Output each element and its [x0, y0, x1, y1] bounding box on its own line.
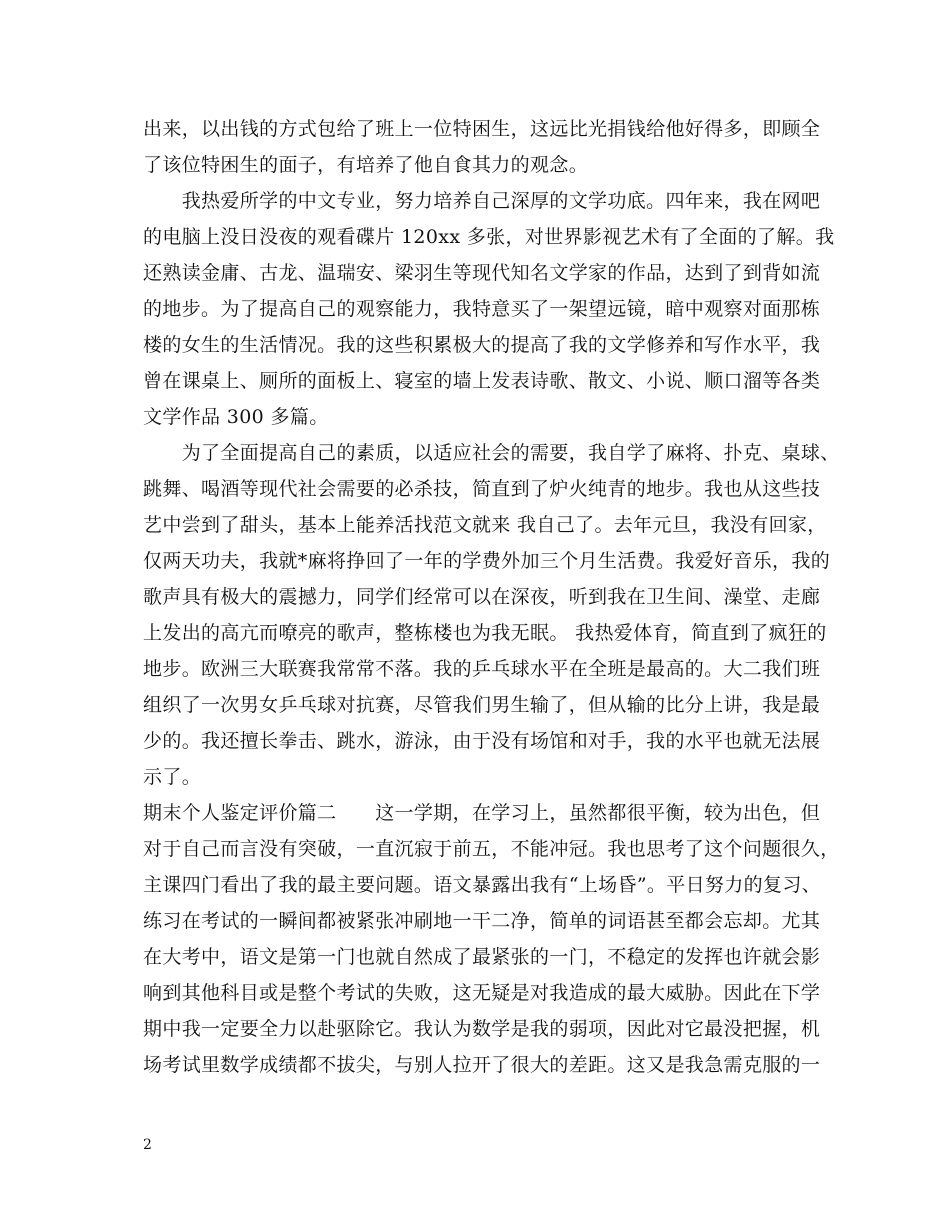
text-line: 仅两天功夫，我就*麻将挣回了一年的学费外加三个月生活费。我爱好音乐，我的 — [143, 550, 831, 572]
text-line: 上发出的高亢而嘹亮的歌声，整栋楼也为我无眠。 我热爱体育，简直到了疯狂的 — [143, 622, 827, 644]
page-number: 2 — [143, 1137, 152, 1153]
text-line: 曾在课桌上、厕所的面板上、寝室的墙上发表诗歌、散文、小说、顺口溜等各类 — [143, 370, 821, 392]
text-line: 期中我一定要全力以赴驱除它。我认为数学是我的弱项，因此对它最没把握，机 — [143, 1018, 821, 1040]
text-line: 主课四门看出了我的最主要问题。语文暴露出我有“上场昏”。平日努力的复习、 — [143, 874, 822, 896]
text-line: 文学作品 300 多篇。 — [143, 406, 329, 428]
text-line: 场考试里数学成绩都不拔尖，与别人拉开了很大的差距。这又是我急需克服的一 — [143, 1054, 821, 1076]
text-line: 了该位特困生的面子，有培养了他自食其力的观念。 — [143, 154, 589, 176]
text-line: 为了全面提高自己的素质，以适应社会的需要，我自学了麻将、扑克、桌球、 — [143, 442, 840, 464]
text-line: 我热爱所学的中文专业，努力培养自己深厚的文学功底。四年来，我在网吧 — [143, 190, 821, 212]
text-line: 在大考中，语文是第一门也就自然成了最紧张的一门，不稳定的发挥也许就会影 — [143, 946, 821, 968]
text-line: 练习在考试的一瞬间都被紧张冲刷地一干二净，简单的词语甚至都会忘却。尤其 — [143, 910, 821, 932]
text-line: 歌声具有极大的震撼力，同学们经常可以在深夜，听到我在卫生间、澡堂、走廊 — [143, 586, 821, 608]
section-heading-line: 期末个人鉴定评价篇二 这一学期，在学习上，虽然都很平衡，较为出色，但 — [143, 802, 821, 824]
text-line: 少的。我还擅长拳击、跳水，游泳，由于没有场馆和对手，我的水平也就无法展 — [143, 730, 821, 752]
text-line: 还熟读金庸、古龙、温瑞安、梁羽生等现代知名文学家的作品，达到了到背如流 — [143, 262, 821, 284]
text-line: 响到其他科目或是整个考试的失败，这无疑是对我造成的最大威胁。因此在下学 — [143, 982, 821, 1004]
text-line: 组织了一次男女乒乓球对抗赛，尽管我们男生输了，但从输的比分上讲，我是最 — [143, 694, 821, 716]
text-line: 的地步。为了提高自己的观察能力，我特意买了一架望远镜，暗中观察对面那栋 — [143, 298, 821, 320]
text-line: 对于自己而言没有突破，一直沉寂于前五，不能冲冠。我也思考了这个问题很久， — [143, 838, 840, 860]
text-line: 跳舞、喝酒等现代社会需要的必杀技，简直到了炉火纯青的地步。我也从这些技 — [143, 478, 821, 500]
text-line: 楼的女生的生活情况。我的这些积累极大的提高了我的文学修养和写作水平，我 — [143, 334, 821, 356]
text-line: 艺中尝到了甜头，基本上能养活找范文就来 我自己了。去年元旦，我没有回家， — [143, 514, 827, 536]
text-line: 示了。 — [143, 766, 202, 788]
text-line: 地步。欧洲三大联赛我常常不落。我的乒乓球水平在全班是最高的。大二我们班 — [143, 658, 821, 680]
text-line: 出来，以出钱的方式包给了班上一位特困生，这远比光捐钱给他好得多，即顾全 — [143, 118, 821, 140]
text-line: 的电脑上没日没夜的观看碟片 120xx 多张，对世界影视艺术有了全面的了解。我 — [143, 226, 835, 248]
